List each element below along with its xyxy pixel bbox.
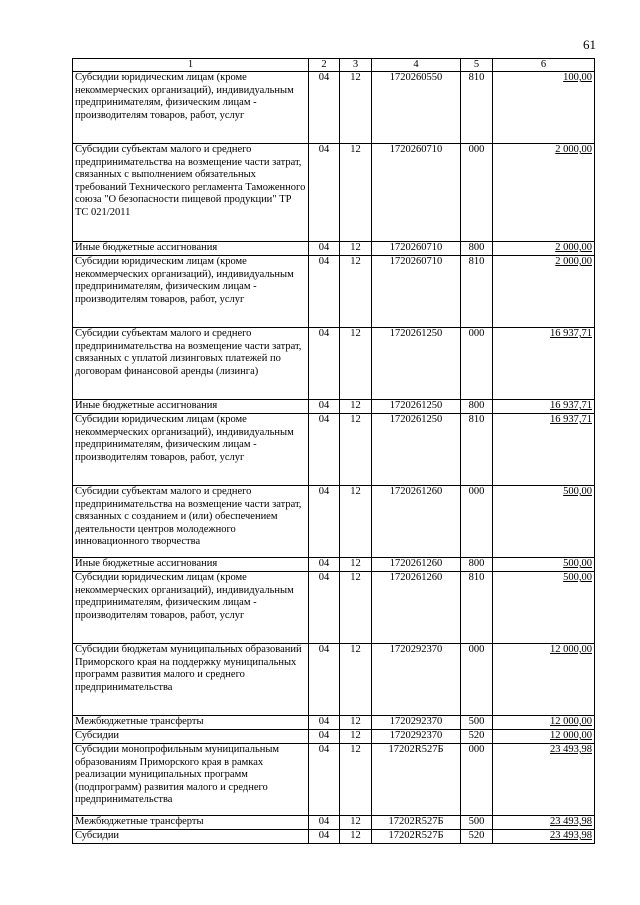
row-section: 04 [309, 144, 340, 242]
row-target-code: 17202R527Б [372, 744, 461, 816]
row-section: 04 [309, 730, 340, 744]
row-subsection: 12 [340, 744, 372, 816]
row-expense-type: 800 [461, 558, 493, 572]
row-name: Межбюджетные трансферты [73, 716, 309, 730]
row-subsection: 12 [340, 256, 372, 328]
row-target-code: 1720261260 [372, 572, 461, 644]
row-target-code: 1720261260 [372, 558, 461, 572]
table-row [73, 72, 595, 144]
column-header: 4 [372, 59, 461, 72]
row-expense-type: 500 [461, 816, 493, 830]
row-amount: 500,00 [493, 486, 595, 558]
row-amount: 500,00 [493, 572, 595, 644]
row-amount: 100,00 [493, 72, 595, 144]
row-subsection: 12 [340, 414, 372, 486]
table-row [73, 242, 595, 256]
row-section: 04 [309, 572, 340, 644]
row-subsection: 12 [340, 242, 372, 256]
table-row [73, 400, 595, 414]
row-section: 04 [309, 644, 340, 716]
page-number: 61 [583, 37, 596, 52]
row-subsection: 12 [340, 400, 372, 414]
row-expense-type: 000 [461, 486, 493, 558]
table-row [73, 256, 595, 328]
row-name: Субсидии [73, 730, 309, 744]
table-row [73, 328, 595, 400]
row-name: Субсидии субъектам малого и среднего предпринимательства на возмещение части затрат, связанных с уплатой лизинговых платежей по договорам финансовой аренды (лизинга) [73, 328, 309, 400]
row-name: Иные бюджетные ассигнования [73, 400, 309, 414]
row-amount: 16 937,71 [493, 400, 595, 414]
row-expense-type: 500 [461, 716, 493, 730]
column-header: 6 [493, 59, 595, 72]
row-subsection: 12 [340, 558, 372, 572]
row-target-code: 1720261250 [372, 414, 461, 486]
table-row [73, 744, 595, 816]
row-name: Межбюджетные трансферты [73, 816, 309, 830]
row-name: Субсидии субъектам малого и среднего предпринимательства на возмещение части затрат, связанных с созданием и (или) обеспечением деятельности центров молодежного инновационного творчества [73, 486, 309, 558]
row-section: 04 [309, 414, 340, 486]
row-name: Субсидии монопрофильным муниципальным образованиям Приморского края в рамках реализации муниципальных программ (подпрограмм) развития малого и среднего предпринимательства [73, 744, 309, 816]
row-expense-type: 810 [461, 256, 493, 328]
table-row [73, 716, 595, 730]
row-amount: 16 937,71 [493, 414, 595, 486]
row-amount: 12 000,00 [493, 644, 595, 716]
row-target-code: 1720261250 [372, 328, 461, 400]
row-section: 04 [309, 72, 340, 144]
row-name: Субсидии юридическим лицам (кроме некоммерческих организаций), индивидуальным предпринимателям, физическим лицам - производителям товаров, работ, услуг [73, 256, 309, 328]
row-amount: 23 493,98 [493, 744, 595, 816]
row-name: Иные бюджетные ассигнования [73, 558, 309, 572]
row-expense-type: 000 [461, 144, 493, 242]
column-header: 5 [461, 59, 493, 72]
table-row [73, 644, 595, 716]
row-target-code: 1720292370 [372, 644, 461, 716]
row-amount: 2 000,00 [493, 144, 595, 242]
column-header: 1 [73, 59, 309, 72]
row-amount: 16 937,71 [493, 328, 595, 400]
row-target-code: 1720260710 [372, 242, 461, 256]
row-expense-type: 000 [461, 644, 493, 716]
row-expense-type: 520 [461, 830, 493, 844]
row-amount: 12 000,00 [493, 730, 595, 744]
row-target-code: 1720260710 [372, 144, 461, 242]
budget-table [72, 58, 595, 844]
row-section: 04 [309, 256, 340, 328]
row-expense-type: 810 [461, 414, 493, 486]
row-expense-type: 810 [461, 72, 493, 144]
row-name: Субсидии юридическим лицам (кроме некоммерческих организаций), индивидуальным предпринимателям, физическим лицам - производителям товаров, работ, услуг [73, 414, 309, 486]
row-target-code: 1720261250 [372, 400, 461, 414]
row-target-code: 17202R527Б [372, 830, 461, 844]
row-expense-type: 000 [461, 744, 493, 816]
table-row [73, 816, 595, 830]
row-name: Субсидии [73, 830, 309, 844]
table-row [73, 414, 595, 486]
row-target-code: 1720292370 [372, 730, 461, 744]
row-section: 04 [309, 816, 340, 830]
table-row [73, 144, 595, 242]
row-section: 04 [309, 558, 340, 572]
row-expense-type: 000 [461, 328, 493, 400]
row-amount: 2 000,00 [493, 242, 595, 256]
row-subsection: 12 [340, 572, 372, 644]
row-section: 04 [309, 716, 340, 730]
row-amount: 500,00 [493, 558, 595, 572]
table-row [73, 830, 595, 844]
row-subsection: 12 [340, 144, 372, 242]
row-name: Субсидии субъектам малого и среднего предпринимательства на возмещение части затрат, связанных с выполнением обязательных требований Технического регламента Таможенного союза "О безопасности пищевой продукции" ТР ТС 021/2011 [73, 144, 309, 242]
row-section: 04 [309, 744, 340, 816]
row-subsection: 12 [340, 716, 372, 730]
row-target-code: 17202R527Б [372, 816, 461, 830]
row-expense-type: 800 [461, 242, 493, 256]
row-amount: 23 493,98 [493, 816, 595, 830]
column-header: 3 [340, 59, 372, 72]
row-subsection: 12 [340, 730, 372, 744]
column-header: 2 [309, 59, 340, 72]
row-name: Субсидии юридическим лицам (кроме некоммерческих организаций), индивидуальным предпринимателям, физическим лицам - производителям товаров, работ, услуг [73, 72, 309, 144]
row-subsection: 12 [340, 486, 372, 558]
row-amount: 23 493,98 [493, 830, 595, 844]
row-section: 04 [309, 486, 340, 558]
row-target-code: 1720261260 [372, 486, 461, 558]
row-subsection: 12 [340, 644, 372, 716]
table-row [73, 572, 595, 644]
table-row [73, 558, 595, 572]
row-amount: 2 000,00 [493, 256, 595, 328]
table-row [73, 486, 595, 558]
row-expense-type: 520 [461, 730, 493, 744]
row-section: 04 [309, 400, 340, 414]
row-expense-type: 810 [461, 572, 493, 644]
row-name: Иные бюджетные ассигнования [73, 242, 309, 256]
row-subsection: 12 [340, 72, 372, 144]
table-row [73, 730, 595, 744]
row-section: 04 [309, 328, 340, 400]
row-subsection: 12 [340, 328, 372, 400]
row-subsection: 12 [340, 830, 372, 844]
row-name: Субсидии юридическим лицам (кроме некоммерческих организаций), индивидуальным предпринимателям, физическим лицам - производителям товаров, работ, услуг [73, 572, 309, 644]
row-subsection: 12 [340, 816, 372, 830]
row-target-code: 1720260710 [372, 256, 461, 328]
row-expense-type: 800 [461, 400, 493, 414]
table-header-row [73, 59, 595, 72]
row-name: Субсидии бюджетам муниципальных образований Приморского края на поддержку муниципальных программ развития малого и среднего предпринимательства [73, 644, 309, 716]
row-section: 04 [309, 242, 340, 256]
row-target-code: 1720292370 [372, 716, 461, 730]
row-target-code: 1720260550 [372, 72, 461, 144]
row-amount: 12 000,00 [493, 716, 595, 730]
row-section: 04 [309, 830, 340, 844]
